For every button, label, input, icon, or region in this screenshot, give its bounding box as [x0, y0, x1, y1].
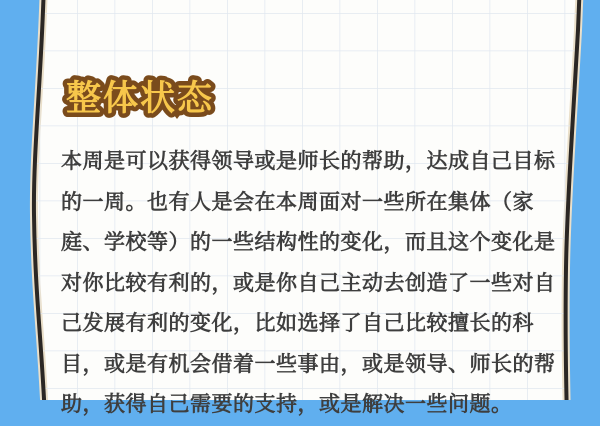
body-text-line: 对你比较有利的，或是你自己主动去创造了一些对自	[61, 271, 556, 295]
body-text-line: 本周是可以获得领导或是师长的帮助，达成自己目标	[61, 150, 556, 173]
body-paragraph	[61, 142, 561, 426]
section-title-block	[58, 68, 308, 132]
body-text-line: 的一周。也有人是会在本周面对一些所在集体（家	[61, 190, 534, 214]
body-text-line: 助，获得自己需要的支持，或是解决一些问题。	[61, 393, 513, 416]
body-text-line: 己发展有利的变化，比如选择了自己比较擅长的科	[61, 312, 534, 335]
section-title-art	[58, 68, 308, 132]
body-text-line: 庭、学校等）的一些结构性的变化，而且这个变化是	[61, 231, 556, 254]
body-text-line: 目，或是有机会借着一些事由，或是领导、师长的帮	[61, 352, 556, 376]
section-title: 整体状态	[66, 79, 215, 118]
